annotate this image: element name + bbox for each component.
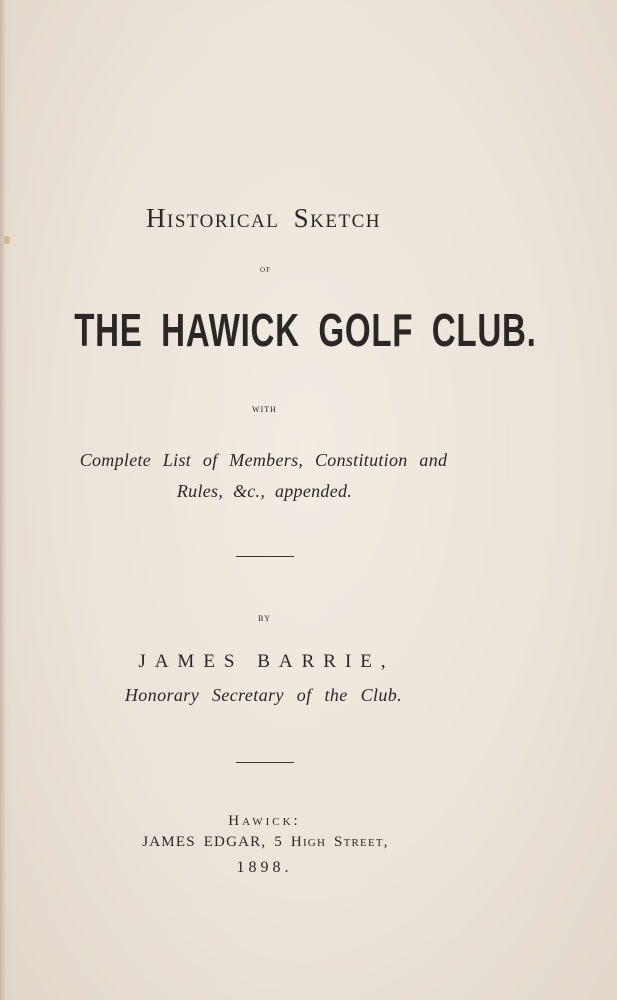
heading: Historical Sketch: [146, 203, 381, 233]
of-label: of: [260, 264, 271, 275]
subtitle-line-1: Complete List of Members, Constitution and: [79, 450, 448, 470]
divider-rule-bottom: [236, 762, 294, 763]
subtitle-line-2: Rules, &c., appended.: [176, 481, 353, 501]
author-name: JAMES BARRIE,: [138, 651, 395, 672]
by-label: by: [257, 612, 272, 624]
author-role: Honorary Secretary of the Club.: [124, 685, 403, 705]
divider-rule-top: [236, 556, 294, 557]
paper-stain: [4, 236, 10, 244]
club-name-title: THE HAWICK GOLF CLUB.: [74, 304, 537, 356]
with-label: with: [252, 403, 277, 415]
imprint-place: Hawick:: [228, 813, 301, 829]
imprint-publisher: JAMES EDGAR, 5 High Street,: [142, 834, 389, 850]
imprint-year: 1898.: [236, 859, 293, 876]
